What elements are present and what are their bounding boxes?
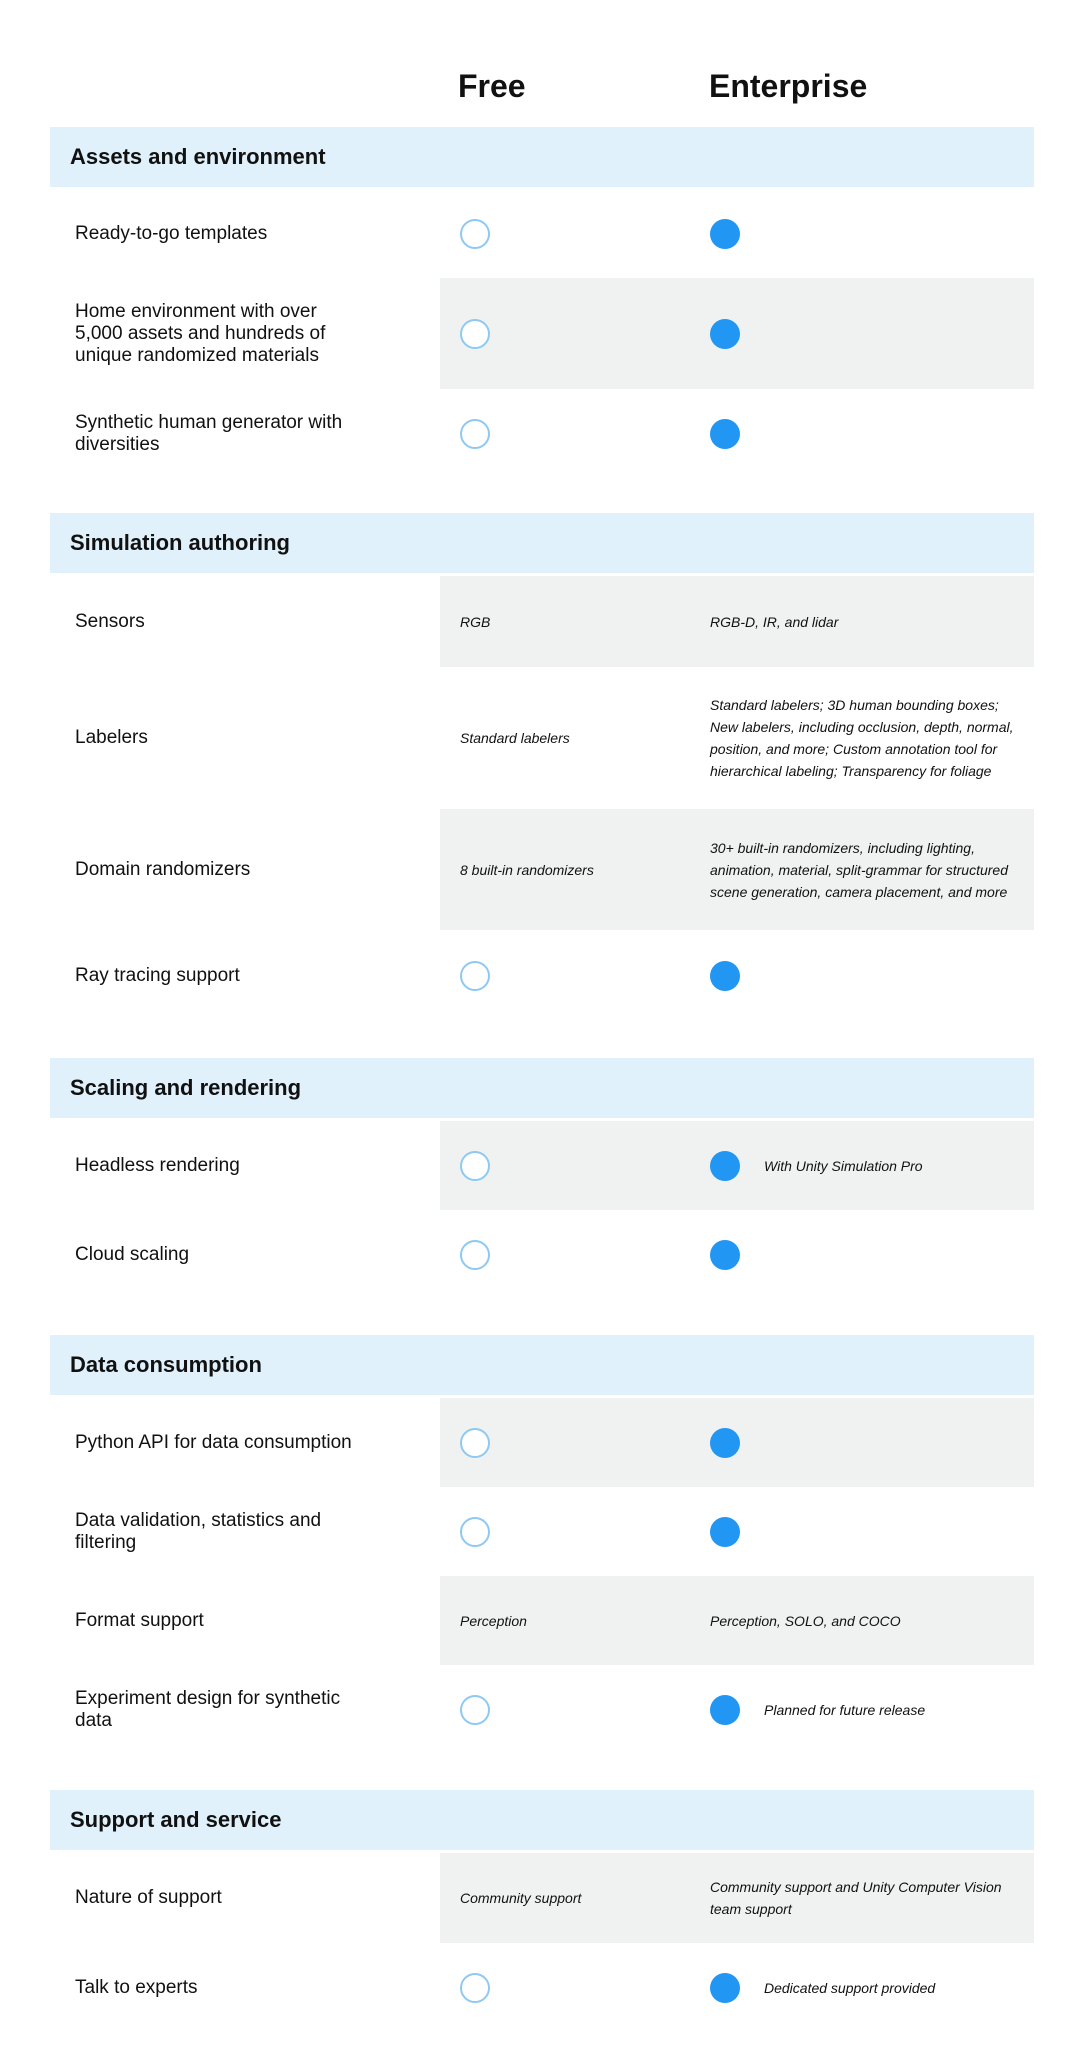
not-included-icon — [460, 319, 490, 349]
enterprise-cell: Community support and Unity Computer Vision team support — [710, 1879, 1002, 1917]
table-row — [50, 1665, 1034, 1755]
not-included-icon — [460, 1428, 490, 1458]
free-cell — [460, 1973, 690, 2003]
table-row — [50, 1210, 1034, 1299]
free-cell — [460, 1517, 690, 1547]
enterprise-cell: 30+ built-in randomizers, including lighting, animation, material, split-grammar for structured scene generation, camera placement, and more — [710, 839, 1008, 900]
feature-label: Ready-to-go templates — [75, 223, 268, 244]
not-included-icon — [460, 1151, 490, 1181]
enterprise-cell — [710, 419, 1025, 449]
free-cell — [460, 419, 690, 449]
enterprise-cell — [710, 319, 1025, 349]
table-row — [50, 667, 1034, 809]
included-icon — [710, 219, 740, 249]
section-header: Support and service — [50, 1790, 1034, 1850]
included-icon — [710, 1973, 740, 2003]
free-cell: RGB — [460, 613, 491, 630]
table-row — [50, 1487, 1034, 1576]
section-header: Data consumption — [50, 1335, 1034, 1395]
not-included-icon — [460, 961, 490, 991]
feature-label: Format support — [75, 1609, 204, 1631]
enterprise-plan-heading: Enterprise — [709, 68, 868, 104]
table-row — [50, 278, 1034, 389]
not-included-icon — [460, 219, 490, 249]
section-header: Simulation authoring — [50, 513, 1034, 573]
feature-label: Nature of support — [75, 1887, 222, 1908]
enterprise-note: With Unity Simulation Pro — [764, 1157, 923, 1174]
table-row — [50, 576, 1034, 667]
feature-label: Headless rendering — [75, 1154, 240, 1176]
feature-label: Python API for data consumption — [75, 1431, 352, 1453]
free-cell — [460, 219, 690, 249]
section-header: Assets and environment — [50, 127, 1034, 187]
included-icon — [710, 1428, 740, 1458]
included-icon — [710, 319, 740, 349]
feature-label: Experiment design for synthetic data — [75, 1688, 341, 1731]
enterprise-note: Planned for future release — [764, 1702, 926, 1718]
enterprise-cell — [710, 1517, 1025, 1547]
free-cell: Community support — [460, 1890, 582, 1906]
feature-label: Labelers — [75, 727, 148, 748]
free-cell — [460, 1428, 690, 1458]
enterprise-cell: Perception, SOLO, and COCO — [710, 1612, 901, 1629]
table-row — [50, 809, 1034, 930]
free-cell — [460, 961, 690, 991]
free-cell: 8 built-in randomizers — [460, 861, 594, 878]
included-icon — [710, 1151, 740, 1181]
table-row — [50, 1121, 1034, 1210]
feature-label: Data validation, statistics and filtering — [75, 1509, 322, 1553]
enterprise-cell — [710, 1428, 1025, 1458]
feature-label: Ray tracing support — [75, 965, 240, 986]
free-cell — [460, 1695, 690, 1725]
included-icon — [710, 1695, 740, 1725]
free-plan-heading: Free — [458, 68, 526, 104]
enterprise-cell — [710, 961, 1025, 991]
included-icon — [710, 1517, 740, 1547]
feature-label: Cloud scaling — [75, 1243, 190, 1265]
table-row — [50, 930, 1034, 1022]
enterprise-cell — [710, 1240, 1025, 1270]
free-cell — [460, 319, 690, 349]
enterprise-cell — [710, 1973, 1025, 2003]
not-included-icon — [460, 1973, 490, 2003]
free-cell — [460, 1240, 690, 1270]
not-included-icon — [460, 1240, 490, 1270]
enterprise-cell: Standard labelers; 3D human bounding boxes; New labelers, including occlusion, depth, normal, position, and more; Custom annotation tool for hierarchical labeling; Transparency for foliage — [710, 697, 1014, 779]
table-row — [50, 389, 1034, 478]
feature-label: Sensors — [75, 610, 145, 632]
not-included-icon — [460, 1695, 490, 1725]
feature-label: Home environment with over 5,000 assets and hundreds of unique randomized materials — [75, 300, 326, 366]
feature-label: Synthetic human generator with diversities — [75, 411, 343, 455]
table-row — [50, 190, 1034, 278]
enterprise-cell — [710, 1695, 1025, 1725]
included-icon — [710, 1240, 740, 1270]
table-row — [50, 1576, 1034, 1665]
feature-label: Domain randomizers — [75, 858, 251, 880]
section-header: Scaling and rendering — [50, 1058, 1034, 1118]
free-cell: Perception — [460, 1612, 527, 1629]
free-cell — [460, 1151, 690, 1181]
enterprise-cell: RGB-D, IR, and lidar — [710, 613, 839, 630]
enterprise-cell — [710, 219, 1025, 249]
enterprise-note: Dedicated support provided — [764, 1980, 936, 1996]
not-included-icon — [460, 419, 490, 449]
included-icon — [710, 419, 740, 449]
table-row — [50, 1398, 1034, 1487]
not-included-icon — [460, 1517, 490, 1547]
free-cell: Standard labelers — [460, 730, 570, 746]
table-row — [50, 1853, 1034, 1943]
enterprise-cell — [710, 1151, 1025, 1181]
feature-label: Talk to experts — [75, 1977, 198, 1998]
table-row — [50, 1943, 1034, 2033]
included-icon — [710, 961, 740, 991]
